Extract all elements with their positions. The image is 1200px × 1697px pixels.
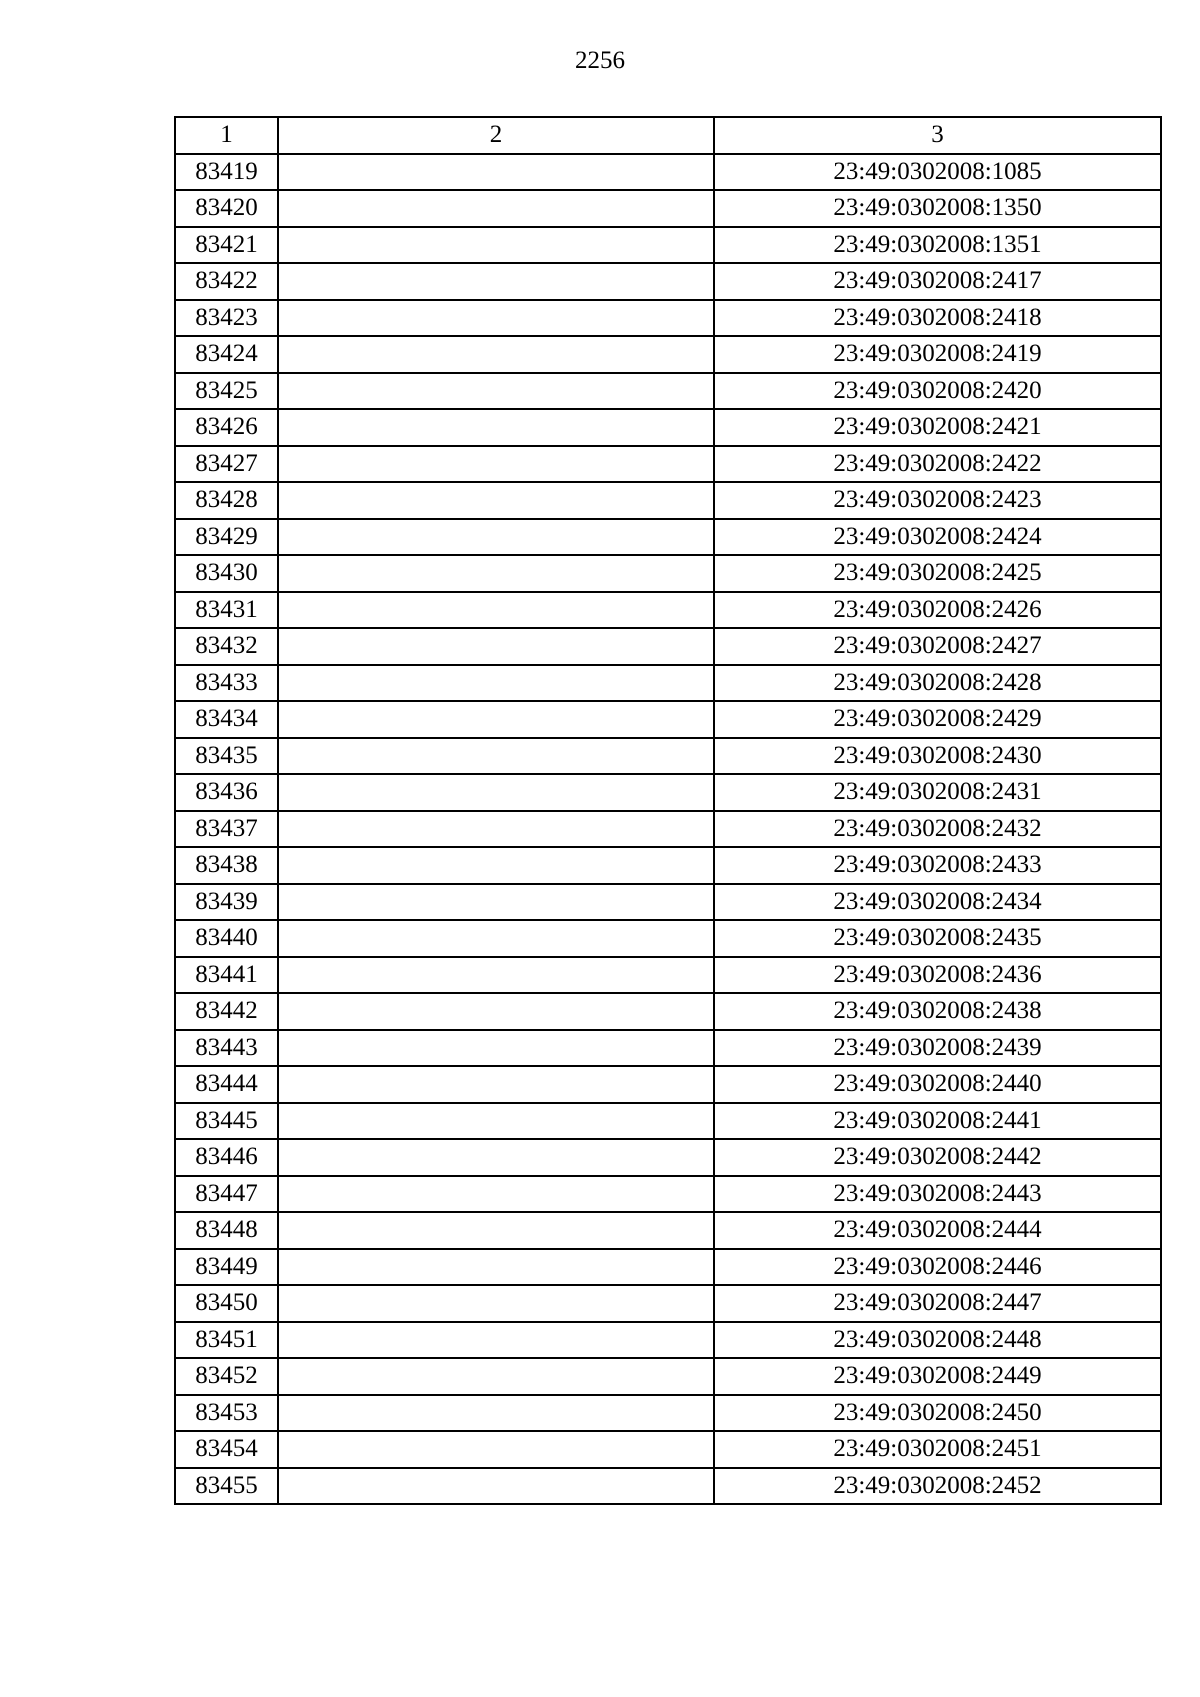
row-description-cell — [278, 1176, 714, 1213]
row-description-cell — [278, 701, 714, 738]
table-row — [175, 847, 1161, 884]
cadastral-number-cell: 23:49:0302008:2421 — [714, 409, 1161, 446]
row-number-cell: 83427 — [175, 446, 278, 483]
table-row — [175, 1468, 1161, 1505]
cadastral-number-cell: 23:49:0302008:2438 — [714, 993, 1161, 1030]
column-header-2: 2 — [278, 117, 714, 154]
cadastral-number-cell: 23:49:0302008:2446 — [714, 1249, 1161, 1286]
row-description-cell — [278, 519, 714, 556]
table-row — [175, 300, 1161, 337]
table-row — [175, 738, 1161, 775]
row-description-cell — [278, 555, 714, 592]
row-description-cell — [278, 774, 714, 811]
row-description-cell — [278, 446, 714, 483]
row-number-cell: 83450 — [175, 1285, 278, 1322]
table-row — [175, 1066, 1161, 1103]
cadastral-number-cell: 23:49:0302008:2449 — [714, 1358, 1161, 1395]
row-number-cell: 83455 — [175, 1468, 278, 1505]
row-description-cell — [278, 738, 714, 775]
row-number-cell: 83433 — [175, 665, 278, 702]
table-row — [175, 1431, 1161, 1468]
row-number-cell: 83425 — [175, 373, 278, 410]
table-row — [175, 336, 1161, 373]
row-number-cell: 83436 — [175, 774, 278, 811]
cadastral-number-cell: 23:49:0302008:2450 — [714, 1395, 1161, 1432]
row-number-cell: 83451 — [175, 1322, 278, 1359]
cadastral-number-cell: 23:49:0302008:2452 — [714, 1468, 1161, 1505]
table-row — [175, 446, 1161, 483]
table-row — [175, 227, 1161, 264]
row-description-cell — [278, 993, 714, 1030]
row-description-cell — [278, 409, 714, 446]
row-description-cell — [278, 592, 714, 629]
table-row — [175, 190, 1161, 227]
row-description-cell — [278, 227, 714, 264]
cadastral-number-cell: 23:49:0302008:2442 — [714, 1139, 1161, 1176]
table-row — [175, 884, 1161, 921]
table-row — [175, 1176, 1161, 1213]
row-number-cell: 83446 — [175, 1139, 278, 1176]
cadastral-number-cell: 23:49:0302008:2423 — [714, 482, 1161, 519]
row-number-cell: 83421 — [175, 227, 278, 264]
cadastral-number-cell: 23:49:0302008:2430 — [714, 738, 1161, 775]
row-number-cell: 83420 — [175, 190, 278, 227]
cadastral-number-cell: 23:49:0302008:2428 — [714, 665, 1161, 702]
row-number-cell: 83426 — [175, 409, 278, 446]
table-row — [175, 665, 1161, 702]
table-row — [175, 373, 1161, 410]
cadastral-number-cell: 23:49:0302008:2425 — [714, 555, 1161, 592]
cadastral-number-cell: 23:49:0302008:2436 — [714, 957, 1161, 994]
registry-table — [174, 116, 1162, 1505]
table-header-row — [175, 117, 1161, 154]
row-number-cell: 83448 — [175, 1212, 278, 1249]
row-number-cell: 83419 — [175, 154, 278, 191]
cadastral-number-cell: 23:49:0302008:2443 — [714, 1176, 1161, 1213]
table-row — [175, 1212, 1161, 1249]
row-number-cell: 83441 — [175, 957, 278, 994]
row-description-cell — [278, 665, 714, 702]
row-description-cell — [278, 482, 714, 519]
row-number-cell: 83422 — [175, 263, 278, 300]
table-row — [175, 519, 1161, 556]
row-description-cell — [278, 154, 714, 191]
cadastral-number-cell: 23:49:0302008:2435 — [714, 920, 1161, 957]
cadastral-number-cell: 23:49:0302008:2447 — [714, 1285, 1161, 1322]
row-number-cell: 83424 — [175, 336, 278, 373]
row-description-cell — [278, 373, 714, 410]
row-number-cell: 83435 — [175, 738, 278, 775]
cadastral-number-cell: 23:49:0302008:2441 — [714, 1103, 1161, 1140]
row-number-cell: 83439 — [175, 884, 278, 921]
row-number-cell: 83453 — [175, 1395, 278, 1432]
table-row — [175, 409, 1161, 446]
table-row — [175, 1249, 1161, 1286]
row-description-cell — [278, 1358, 714, 1395]
row-number-cell: 83438 — [175, 847, 278, 884]
cadastral-number-cell: 23:49:0302008:2429 — [714, 701, 1161, 738]
row-number-cell: 83423 — [175, 300, 278, 337]
cadastral-number-cell: 23:49:0302008:2434 — [714, 884, 1161, 921]
row-number-cell: 83430 — [175, 555, 278, 592]
row-number-cell: 83431 — [175, 592, 278, 629]
cadastral-number-cell: 23:49:0302008:2427 — [714, 628, 1161, 665]
row-number-cell: 83445 — [175, 1103, 278, 1140]
cadastral-number-cell: 23:49:0302008:2419 — [714, 336, 1161, 373]
cadastral-number-cell: 23:49:0302008:1350 — [714, 190, 1161, 227]
row-number-cell: 83449 — [175, 1249, 278, 1286]
row-number-cell: 83444 — [175, 1066, 278, 1103]
row-description-cell — [278, 920, 714, 957]
cadastral-number-cell: 23:49:0302008:2420 — [714, 373, 1161, 410]
cadastral-number-cell: 23:49:0302008:2439 — [714, 1030, 1161, 1067]
row-description-cell — [278, 1285, 714, 1322]
table-row — [175, 1322, 1161, 1359]
cadastral-number-cell: 23:49:0302008:2451 — [714, 1431, 1161, 1468]
table-row — [175, 1103, 1161, 1140]
cadastral-number-cell: 23:49:0302008:2448 — [714, 1322, 1161, 1359]
row-description-cell — [278, 1139, 714, 1176]
cadastral-number-cell: 23:49:0302008:2418 — [714, 300, 1161, 337]
row-number-cell: 83428 — [175, 482, 278, 519]
table-row — [175, 154, 1161, 191]
table-row — [175, 1285, 1161, 1322]
table-row — [175, 628, 1161, 665]
row-description-cell — [278, 884, 714, 921]
row-description-cell — [278, 1395, 714, 1432]
row-number-cell: 83429 — [175, 519, 278, 556]
table-row — [175, 482, 1161, 519]
table-row — [175, 1139, 1161, 1176]
table-row — [175, 592, 1161, 629]
row-description-cell — [278, 811, 714, 848]
row-description-cell — [278, 190, 714, 227]
row-description-cell — [278, 1212, 714, 1249]
row-number-cell: 83434 — [175, 701, 278, 738]
cadastral-number-cell: 23:49:0302008:2433 — [714, 847, 1161, 884]
row-number-cell: 83437 — [175, 811, 278, 848]
table-row — [175, 1030, 1161, 1067]
cadastral-number-cell: 23:49:0302008:2432 — [714, 811, 1161, 848]
row-description-cell — [278, 847, 714, 884]
row-description-cell — [278, 1249, 714, 1286]
row-number-cell: 83443 — [175, 1030, 278, 1067]
row-description-cell — [278, 957, 714, 994]
row-number-cell: 83447 — [175, 1176, 278, 1213]
table-row — [175, 774, 1161, 811]
column-header-1: 1 — [175, 117, 278, 154]
row-description-cell — [278, 300, 714, 337]
cadastral-number-cell: 23:49:0302008:2422 — [714, 446, 1161, 483]
table-row — [175, 957, 1161, 994]
table-row — [175, 263, 1161, 300]
table-row — [175, 1358, 1161, 1395]
row-number-cell: 83440 — [175, 920, 278, 957]
row-number-cell: 83442 — [175, 993, 278, 1030]
cadastral-number-cell: 23:49:0302008:2440 — [714, 1066, 1161, 1103]
cadastral-number-cell: 23:49:0302008:1351 — [714, 227, 1161, 264]
row-description-cell — [278, 1030, 714, 1067]
row-number-cell: 83454 — [175, 1431, 278, 1468]
cadastral-number-cell: 23:49:0302008:2444 — [714, 1212, 1161, 1249]
row-description-cell — [278, 1103, 714, 1140]
row-description-cell — [278, 1322, 714, 1359]
cadastral-number-cell: 23:49:0302008:2426 — [714, 592, 1161, 629]
cadastral-number-cell: 23:49:0302008:2424 — [714, 519, 1161, 556]
cadastral-number-cell: 23:49:0302008:2431 — [714, 774, 1161, 811]
table-row — [175, 993, 1161, 1030]
table-row — [175, 811, 1161, 848]
row-number-cell: 83432 — [175, 628, 278, 665]
table-row — [175, 1395, 1161, 1432]
row-description-cell — [278, 336, 714, 373]
row-description-cell — [278, 628, 714, 665]
table-body — [175, 154, 1161, 1505]
row-description-cell — [278, 1066, 714, 1103]
column-header-3: 3 — [714, 117, 1161, 154]
cadastral-number-cell: 23:49:0302008:2417 — [714, 263, 1161, 300]
table-row — [175, 920, 1161, 957]
table-row — [175, 701, 1161, 738]
table-row — [175, 555, 1161, 592]
cadastral-number-cell: 23:49:0302008:1085 — [714, 154, 1161, 191]
row-number-cell: 83452 — [175, 1358, 278, 1395]
page-number: 2256 — [575, 47, 625, 74]
row-description-cell — [278, 1468, 714, 1505]
row-description-cell — [278, 263, 714, 300]
row-description-cell — [278, 1431, 714, 1468]
